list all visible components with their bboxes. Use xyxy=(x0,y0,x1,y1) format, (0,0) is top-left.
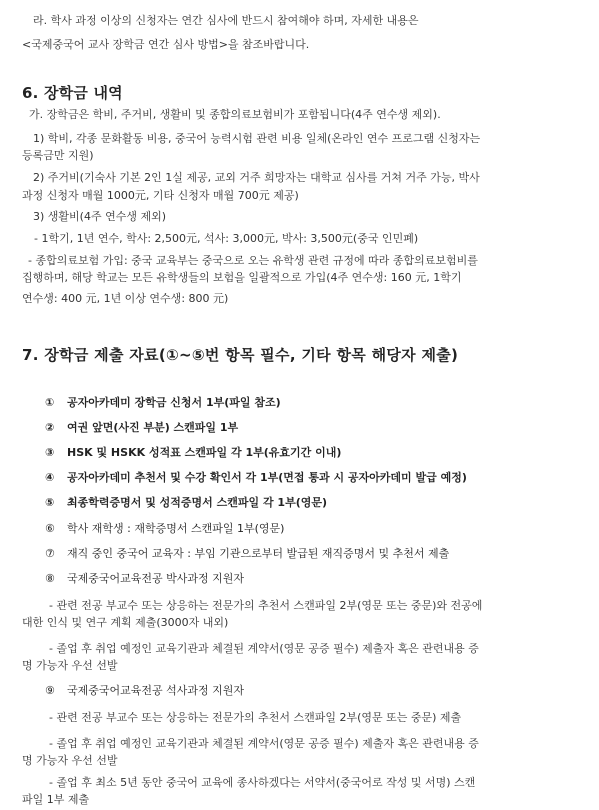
list-item xyxy=(45,396,281,410)
list-item xyxy=(45,446,341,460)
list-item xyxy=(45,572,244,586)
masters-requirement-line: 명 가능자 우선 선발 xyxy=(22,754,118,767)
list-item xyxy=(45,547,449,561)
section6-line: 등록금만 지원) xyxy=(22,149,94,162)
phd-requirement-line: 명 가능자 우선 선발 xyxy=(22,659,118,672)
phd-requirement-line: 대한 인식 및 연구 계획 제출(3000자 내외) xyxy=(22,616,229,629)
phd-requirement-line: - 졸업 후 취업 예정인 교육기관과 체결된 계약서(영문 공증 필수) 제출자 혹은 관련내용 증 xyxy=(49,642,479,655)
item-number: ③ xyxy=(45,446,55,459)
item-text: 공자아카데미 추천서 및 수강 확인서 각 1부(면접 통과 시 공자아카데미 발급 예정) xyxy=(67,471,467,484)
list-item xyxy=(45,684,244,698)
item-text: 재직 중인 중국어 교육자 : 부임 기관으로부터 발급된 재직증명서 및 추천서 제출 xyxy=(67,547,450,560)
item-number: ① xyxy=(45,396,55,409)
item-text: 공자아카데미 장학금 신청서 1부(파일 참조) xyxy=(67,396,281,409)
section6-line: 집행하며, 해당 학교는 모든 유학생들의 보험을 일괄적으로 가입(4주 연수생: 160 元, 1학기 xyxy=(22,271,462,284)
section6-line: 연수생: 400 元, 1년 이상 연수생: 800 元) xyxy=(22,292,229,305)
item-number: ⑦ xyxy=(45,547,55,560)
section5-line: <국제중국어 교사 장학금 연간 심사 방법>을 참조바랍니다. xyxy=(22,38,310,51)
phd-requirement-line: - 관련 전공 부교수 또는 상응하는 전문가의 추천서 스캔파일 2부(영문 또는 중문)와 전공에 xyxy=(49,599,483,612)
item-number: ⑨ xyxy=(45,684,55,697)
masters-requirement-line: - 졸업 후 최소 5년 동안 중국어 교육에 종사하겠다는 서약서(중국어로 작성 및 서명) 스캔 xyxy=(49,776,476,789)
section6-line: - 종합의료보험 가입: 중국 교육부는 중국으로 오는 유학생 관련 규정에 따라 종합의료보험비를 xyxy=(28,254,478,267)
list-item xyxy=(45,421,238,435)
masters-requirement-line: - 관련 전공 부교수 또는 상응하는 전문가의 추천서 스캔파일 2부(영문 또는 중문) 제출 xyxy=(49,711,462,724)
section6-line: 가. 장학금은 학비, 주거비, 생활비 및 종합의료보험비가 포함됩니다(4주 연수생 제외). xyxy=(29,108,441,121)
item-number: ② xyxy=(45,421,55,434)
section6-title: 6. 장학금 내역 xyxy=(22,84,123,102)
item-number: ④ xyxy=(45,471,55,484)
masters-requirement-line: - 졸업 후 취업 예정인 교육기관과 체결된 계약서(영문 공증 필수) 제출자 혹은 관련내용 증 xyxy=(49,737,479,750)
list-item xyxy=(45,522,284,536)
item-text: 국제중국어교육전공 박사과정 지원자 xyxy=(67,572,245,585)
item-text: 국제중국어교육전공 석사과정 지원자 xyxy=(67,684,245,697)
item-text: 최종학력증명서 및 성적증명서 스캔파일 각 1부(영문) xyxy=(67,496,328,509)
section6-line: 2) 주거비(기숙사 기본 2인 1실 제공, 교외 거주 희망자는 대학교 심사를 거쳐 거주 가능, 박사 xyxy=(33,171,480,184)
item-text: 학사 재학생 : 재학증명서 스캔파일 1부(영문) xyxy=(67,522,285,535)
item-number: ⑥ xyxy=(45,522,55,535)
item-text: 여권 앞면(사진 부분) 스캔파일 1부 xyxy=(67,421,239,434)
section6-line: 3) 생활비(4주 연수생 제외) xyxy=(33,210,166,223)
item-text: HSK 및 HSKK 성적표 스캔파일 각 1부(유효기간 이내) xyxy=(67,446,342,459)
section5-line: 라. 학사 과정 이상의 신청자는 연간 심사에 반드시 참여해야 하며, 자세한 내용은 xyxy=(33,14,419,27)
section6-line: - 1학기, 1년 연수, 학사: 2,500元, 석사: 3,000元, 박사: 3,500元(중국 인민폐) xyxy=(34,232,419,245)
list-item xyxy=(45,471,467,485)
list-item xyxy=(45,496,327,510)
section6-line: 과정 신청자 매월 1000元, 기타 신청자 매월 700元 제공) xyxy=(22,189,299,202)
item-number: ⑧ xyxy=(45,572,55,585)
item-number: ⑤ xyxy=(45,496,55,509)
section7-title: 7. 장학금 제출 자료(①~⑤번 항목 필수, 기타 항목 해당자 제출) xyxy=(22,346,459,364)
masters-requirement-line: 파일 1부 제출 xyxy=(22,793,90,806)
section6-line: 1) 학비, 각종 문화활동 비용, 중국어 능력시험 관련 비용 일체(온라인 연수 프로그램 신청자는 xyxy=(33,132,481,145)
